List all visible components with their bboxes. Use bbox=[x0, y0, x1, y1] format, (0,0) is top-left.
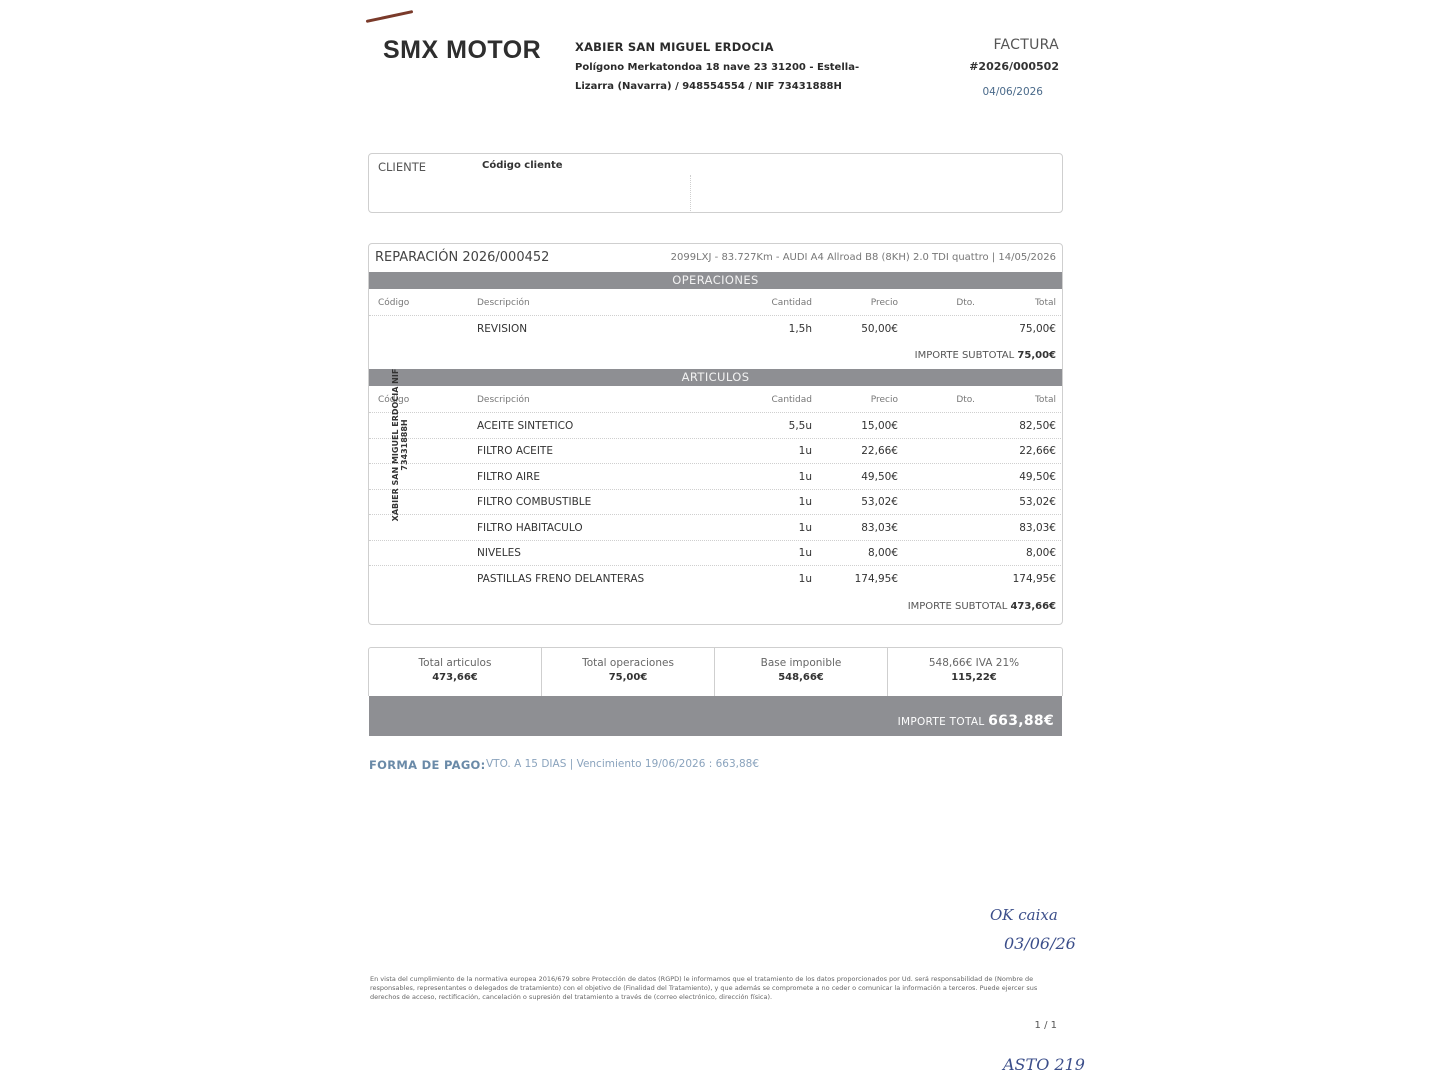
handwritten-note: OK caixa bbox=[990, 906, 1058, 924]
art-col-price: Precio bbox=[870, 395, 898, 405]
op-col-description: Descripción bbox=[477, 298, 530, 308]
art-row-description: FILTRO HABITACULO bbox=[477, 522, 583, 534]
art-row-description: FILTRO ACEITE bbox=[477, 445, 553, 457]
art-row-total: 8,00€ bbox=[1025, 547, 1056, 559]
company-address-line2: Lizarra (Navarra) / 948554554 / NIF 73431888H bbox=[575, 81, 842, 92]
row-divider bbox=[369, 412, 1061, 413]
art-row-price: 8,00€ bbox=[867, 547, 898, 559]
art-col-quantity: Cantidad bbox=[771, 395, 812, 405]
row-divider bbox=[369, 489, 1061, 490]
grand-total bbox=[898, 713, 1054, 729]
company-logo: SMX MOTOR bbox=[383, 36, 542, 64]
art-row-total: 22,66€ bbox=[1019, 445, 1056, 457]
art-col-total: Total bbox=[1034, 395, 1056, 405]
taxable-base-label: Base imponible bbox=[760, 657, 842, 669]
operations-subtotal-label: IMPORTE SUBTOTAL bbox=[914, 350, 1015, 361]
art-row-price: 49,50€ bbox=[861, 471, 898, 483]
invoice-date: 04/06/2026 bbox=[982, 86, 1043, 98]
client-box bbox=[368, 153, 1063, 213]
art-row-quantity: 1u bbox=[798, 496, 812, 508]
logo-accent-stroke bbox=[366, 10, 414, 23]
articles-band: ARTICULOS bbox=[369, 369, 1062, 386]
vat-value: 115,22€ bbox=[951, 672, 997, 683]
grand-total-label: IMPORTE TOTAL bbox=[897, 716, 985, 728]
art-row-quantity: 5,5u bbox=[788, 420, 812, 432]
art-row-quantity: 1u bbox=[798, 547, 812, 559]
repair-title: REPARACIÓN 2026/000452 bbox=[375, 250, 550, 265]
row-divider bbox=[369, 565, 1061, 566]
op-row-price: 50,00€ bbox=[861, 323, 898, 335]
art-row-price: 53,02€ bbox=[861, 496, 898, 508]
taxable-base-value: 548,66€ bbox=[778, 672, 824, 683]
art-row-price: 83,03€ bbox=[861, 522, 898, 534]
art-row-quantity: 1u bbox=[798, 573, 812, 585]
art-row-quantity: 1u bbox=[798, 471, 812, 483]
total-articles-value: 473,66€ bbox=[432, 672, 478, 683]
op-row-description: REVISION bbox=[477, 323, 528, 335]
art-row-total: 53,02€ bbox=[1019, 496, 1056, 508]
vehicle-info: 2099LXJ - 83.727Km - AUDI A4 Allroad B8 (8KH) 2.0 TDI quattro | 14/05/2026 bbox=[670, 252, 1056, 263]
op-col-code: Código bbox=[378, 298, 410, 308]
payment-label: FORMA DE PAGO: bbox=[369, 758, 486, 772]
art-row-quantity: 1u bbox=[798, 445, 812, 457]
art-row-quantity: 1u bbox=[798, 522, 812, 534]
page-number: 1 / 1 bbox=[1034, 1020, 1057, 1031]
client-divider bbox=[690, 175, 692, 211]
op-col-discount: Dto. bbox=[956, 298, 975, 308]
art-row-total: 82,50€ bbox=[1019, 420, 1056, 432]
art-row-description: PASTILLAS FRENO DELANTERAS bbox=[477, 573, 645, 585]
handwritten-date: 03/06/26 bbox=[1004, 934, 1076, 953]
handwritten-entry: ASTO 219 bbox=[1003, 1055, 1085, 1074]
op-row-quantity: 1,5h bbox=[788, 323, 812, 335]
art-row-description: FILTRO AIRE bbox=[477, 471, 541, 483]
op-col-total: Total bbox=[1034, 298, 1056, 308]
invoice-number: #2026/000502 bbox=[969, 60, 1059, 73]
legal-notice: En vista del cumplimiento de la normativa europea 2016/679 sobre Protección de datos (RGPD) le informamos que el tratamiento de los datos proporcionados por Ud. será responsabilidad de (Nombre de responsables, representantes o delegados de tratamiento) con el objetivo de (Finalidad del Tratamiento), y que además se compromete a no ceder o comunicar la información a terceros. Puede ejercer sus derechos de acceso, rectificación, cancelación o supresión del tratamiento a través de (correo electrónico, dirección física). bbox=[370, 975, 1038, 1001]
total-operations-label: Total operaciones bbox=[582, 657, 674, 669]
art-row-description: FILTRO COMBUSTIBLE bbox=[477, 496, 592, 508]
operations-band: OPERACIONES bbox=[369, 272, 1062, 289]
client-code-label: Código cliente bbox=[482, 160, 563, 171]
art-row-total: 49,50€ bbox=[1019, 471, 1056, 483]
payment-terms: VTO. A 15 DIAS | Vencimiento 19/06/2026 : 663,88€ bbox=[486, 758, 760, 770]
art-col-discount: Dto. bbox=[956, 395, 975, 405]
row-divider bbox=[369, 540, 1061, 541]
op-col-quantity: Cantidad bbox=[771, 298, 812, 308]
row-divider bbox=[369, 463, 1061, 464]
company-name: XABIER SAN MIGUEL ERDOCIA bbox=[575, 40, 774, 54]
company-address-line1: Polígono Merkatondoa 18 nave 23 31200 - Estella- bbox=[575, 61, 860, 73]
art-row-description: ACEITE SINTETICO bbox=[477, 420, 574, 432]
total-operations-value: 75,00€ bbox=[608, 672, 648, 683]
art-col-description: Descripción bbox=[477, 395, 530, 405]
vat-label: 548,66€ IVA 21% bbox=[928, 657, 1020, 669]
grand-total-value: 663,88€ bbox=[988, 713, 1054, 729]
art-row-total: 174,95€ bbox=[1012, 573, 1056, 585]
row-divider bbox=[369, 438, 1061, 439]
art-row-total: 83,03€ bbox=[1019, 522, 1056, 534]
op-row-total: 75,00€ bbox=[1019, 323, 1056, 335]
total-articles-label: Total articulos bbox=[418, 657, 492, 669]
taxable-base bbox=[715, 648, 887, 696]
operations-subtotal-value: 75,00€ bbox=[1017, 350, 1056, 361]
op-col-price: Precio bbox=[870, 298, 898, 308]
total-operations bbox=[542, 648, 714, 696]
row-divider bbox=[369, 315, 1061, 316]
row-divider bbox=[369, 514, 1061, 515]
total-articles bbox=[369, 648, 541, 696]
art-col-code: Código bbox=[378, 395, 410, 405]
art-row-description: NIVELES bbox=[477, 547, 521, 559]
art-row-price: 15,00€ bbox=[861, 420, 898, 432]
articles-subtotal-value: 473,66€ bbox=[1010, 601, 1056, 612]
vat-amount bbox=[888, 648, 1060, 696]
client-label: CLIENTE bbox=[378, 160, 426, 174]
articles-subtotal bbox=[850, 601, 1056, 612]
articles-subtotal-label: IMPORTE SUBTOTAL bbox=[907, 601, 1008, 612]
art-row-price: 22,66€ bbox=[861, 445, 898, 457]
invoice-label: FACTURA bbox=[993, 37, 1059, 53]
art-row-price: 174,95€ bbox=[854, 573, 898, 585]
company-info bbox=[575, 38, 859, 97]
operations-subtotal bbox=[860, 350, 1056, 361]
side-nif-text: XABIER SAN MIGUEL ERDOCIA NIF 73431888H bbox=[391, 368, 409, 522]
